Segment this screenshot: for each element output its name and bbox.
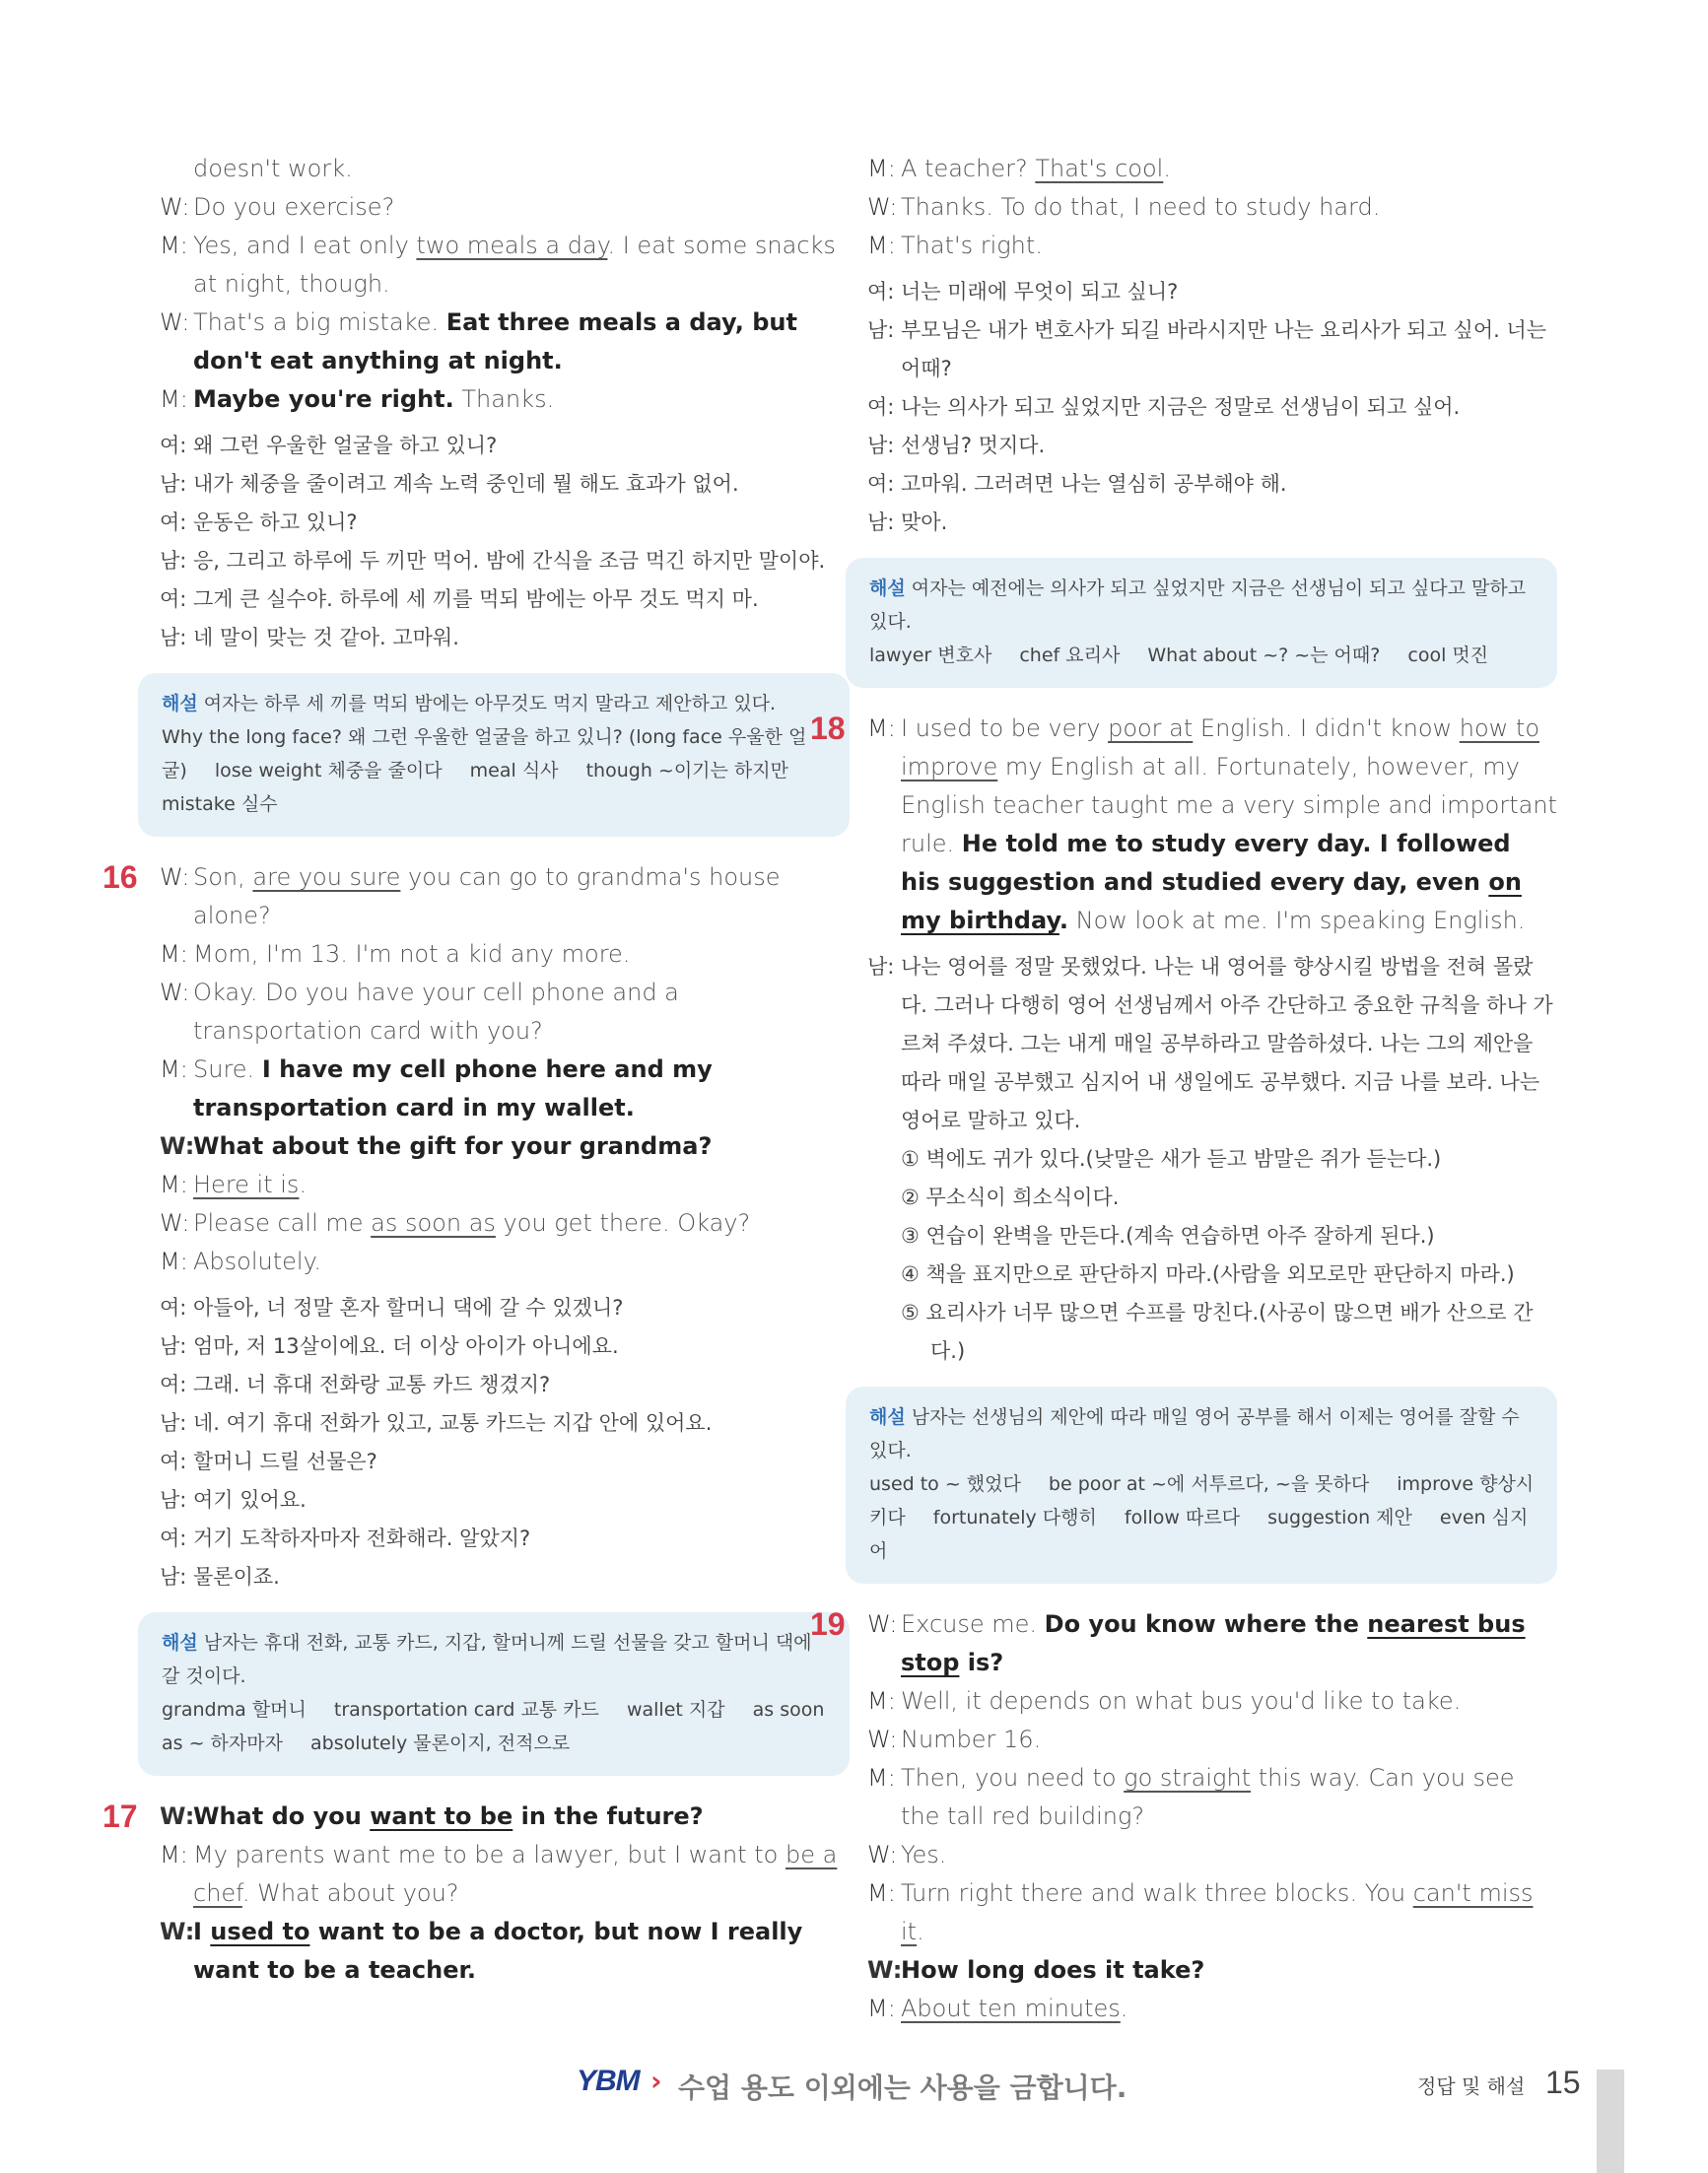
q18 — [810, 710, 1557, 1584]
q18-monologue — [867, 710, 1557, 940]
monologue: M: I used to be very poor at English. I didn't know how to improve my English at all. Fortunately, however, my English teacher taught me a very simple and important rule. He told me to study every day. I followed his suggestion and studied every day, even on my birthday. Now look at me. I'm speaking English. — [867, 710, 1557, 940]
vocab-item: wallet 지갑 — [626, 1699, 725, 1721]
vocab-item: Why the long face? 왜 그런 우울한 얼굴을 하고 있니? (long face 우울한 얼굴) — [162, 726, 807, 781]
dialogue-line: M: A teacher? That's cool. — [867, 155, 1171, 182]
q19 — [810, 1605, 1557, 2028]
vocab-item: lawyer 변호사 — [869, 645, 992, 666]
dialogue-line: M: Absolutely. — [160, 1248, 321, 1275]
underlined-phrase: go straight — [1124, 1764, 1252, 1792]
translation-line: 남: 나는 영어를 정말 못했었다. 나는 내 영어를 향상시킬 방법을 전혀 몰랐다. 그러나 다행히 영어 선생님께서 아주 간단하고 중요한 규칙을 하나 가르쳐 주셨다. 그는 내게 매일 공부하라고 말씀하셨다. 나는 그의 제안을 따라 매일 공부했고 심지어 내 생일에도 공부했다. 지금 나를 보라. 나는 영어로 말하고 있다. — [867, 955, 1553, 1132]
explanation-label: 해설 — [162, 693, 198, 714]
q16 — [102, 858, 850, 1776]
explanation-box — [846, 558, 1557, 688]
key-sentence: How long does it take? — [901, 1956, 1205, 1984]
monologue-run: on my birthday — [901, 868, 1522, 934]
monologue-run: how to improve — [901, 714, 1540, 781]
question-number: 18 — [810, 711, 846, 746]
vocab-item: improve 향상시키다 — [869, 1473, 1535, 1528]
monologue-run: my English at all. Fortunately, however, my English teacher taught me a very simple and important rule. — [901, 753, 1557, 857]
dialogue-line: W: What do you want to be in the future? — [160, 1802, 704, 1830]
q15-continued — [160, 150, 850, 837]
vocab-item: as soon as ~ 하자마자 — [162, 1699, 825, 1754]
explanation-text: 남자는 선생님의 제안에 따라 매일 영어 공부를 해서 이제는 영어를 잘할 수 있다. — [869, 1406, 1520, 1461]
dialogue-line: W: Okay. Do you have your cell phone and a transportation card with you? — [160, 979, 679, 1045]
explanation-text: 여자는 예전에는 의사가 되고 싶었지만 지금은 선생님이 되고 싶다고 말하고 있다. — [869, 577, 1527, 633]
dialogue-line: M: Well, it depends on what bus you'd like to take. — [867, 1687, 1462, 1715]
translation-line: 남: 맞아. — [867, 510, 948, 534]
vocab-item: fortunately 다행히 — [932, 1507, 1097, 1528]
explanation-label: 해설 — [162, 1632, 198, 1654]
vocab-item: absolutely 물론이지, 전적으로 — [310, 1732, 571, 1754]
key-sentence: What about the gift for your grandma? — [193, 1132, 713, 1160]
vocab-item: follow 따르다 — [1124, 1507, 1241, 1528]
dialogue-line: W: How long does it take? — [867, 1951, 1557, 1990]
question-number: 16 — [102, 859, 138, 895]
underlined-phrase: nearest bus stop — [901, 1610, 1526, 1676]
underlined-phrase: as soon as — [371, 1209, 496, 1237]
translation-line: 남: 부모님은 내가 변호사가 되길 바라시지만 나는 요리사가 되고 싶어. 너는 어때? — [867, 318, 1547, 380]
underlined-phrase: can't miss it — [901, 1879, 1534, 1945]
dialogue-line: W: Son, are you sure you can go to grandma's house alone? — [160, 863, 781, 929]
vocab-list — [162, 1693, 828, 1760]
dialogue-line: M: Yes, and I eat only two meals a day. I eat some snacks at night, though. — [160, 232, 836, 298]
vocab-item: What about ~? ~는 어때? — [1147, 645, 1381, 666]
answer-option: ⑤ 요리사가 너무 많으면 수프를 망친다.(사공이 많으면 배가 산으로 간다.) — [901, 1301, 1534, 1363]
page-footer — [0, 2065, 1708, 2104]
question-number: 17 — [102, 1799, 138, 1834]
dialogue-line: M: That's right. — [867, 232, 1043, 259]
translation-line: 여: 고마워. 그러려면 나는 열심히 공부해야 해. — [867, 472, 1287, 496]
q17-dialogue — [160, 1798, 850, 1990]
q17-translation — [867, 273, 1557, 542]
q19-dialogue — [867, 1605, 1557, 2028]
key-sentence: I have my cell phone here and my transportation card in my wallet. — [193, 1055, 713, 1121]
translation-line: 여: 너는 미래에 무엇이 되고 싶니? — [867, 280, 1179, 304]
monologue-text — [901, 710, 1557, 940]
dialogue-line: M: Maybe you're right. Thanks. — [160, 385, 555, 413]
usage-notice: 수업 용도 이외에는 사용을 금합니다. — [678, 2071, 1127, 2104]
translation-line: 여: 그래. 너 휴대 전화랑 교통 카드 챙겼지? — [160, 1373, 551, 1396]
dialogue-line: W: What about the gift for your grandma? — [160, 1127, 850, 1166]
translation-line: 남: 네 말이 맞는 것 같아. 고마워. — [160, 626, 459, 649]
underlined-phrase: That's cool — [1035, 155, 1164, 182]
translation-line: 여: 운동은 하고 있니? — [160, 510, 358, 534]
chevron-right-icon: › — [650, 2065, 662, 2097]
q18-translation — [867, 948, 1557, 1371]
explanation-text: 여자는 하루 세 끼를 먹되 밤에는 아무것도 먹지 말라고 제안하고 있다. — [203, 693, 777, 714]
translation-line: 남: 여기 있어요. — [160, 1488, 307, 1512]
translation-line: 남: 응, 그리고 하루에 두 끼만 먹어. 밤에 간식을 조금 먹긴 하지만 말이야. — [160, 549, 826, 573]
vocab-item: transportation card 교통 카드 — [333, 1699, 599, 1721]
translation-line: 남: 선생님? 멋지다. — [867, 434, 1046, 457]
vocab-item: chef 요리사 — [1019, 645, 1121, 666]
q16-dialogue — [160, 858, 850, 1281]
explanation-label: 해설 — [869, 1406, 906, 1428]
underlined-phrase: About ten minutes — [901, 1995, 1121, 2022]
explanation-label: 해설 — [869, 577, 906, 599]
dialogue-line: M: Turn right there and walk three blocks. You can't miss it. — [867, 1879, 1534, 1945]
q17-continued — [867, 150, 1557, 688]
dialogue-line: M: About ten minutes. — [867, 1995, 1128, 2022]
section-label: 정답 및 해설 — [1417, 2074, 1526, 2098]
answer-option: ④ 책을 표지만으로 판단하지 마라.(사람을 외모로만 판단하지 마라.) — [901, 1262, 1515, 1286]
vocab-item: though ~이기는 하지만 — [585, 760, 788, 781]
dialogue-line: M: Sure. I have my cell phone here and my transportation card in my wallet. — [160, 1055, 713, 1121]
page-edge-tab — [1597, 2070, 1624, 2173]
q17-dialogue-continued — [867, 150, 1557, 265]
left-column — [102, 150, 850, 1990]
vocab-list — [869, 1467, 1536, 1568]
monologue-run: I used to be very — [901, 714, 1109, 742]
translation-line: 여: 나는 의사가 되고 싶었지만 지금은 정말로 선생님이 되고 싶어. — [867, 395, 1461, 419]
vocab-item: grandma 할머니 — [162, 1699, 307, 1721]
dialogue-line: W: Number 16. — [867, 1726, 1042, 1753]
key-sentence: Maybe you're right. — [193, 385, 454, 413]
page-number: 15 — [1545, 2065, 1581, 2100]
dialogue-line: W: Thanks. To do that, I need to study hard. — [867, 193, 1381, 221]
explanation-text: 남자는 휴대 전화, 교통 카드, 지갑, 할머니께 드릴 선물을 갖고 할머니 댁에 갈 것이다. — [162, 1632, 812, 1687]
dialogue-line: W: That's a big mistake. Eat three meals a day, but don't eat anything at night. — [160, 308, 797, 374]
translation-line: 여: 그게 큰 실수야. 하루에 세 끼를 먹되 밤에는 아무 것도 먹지 마. — [160, 587, 759, 611]
q17 — [102, 1798, 850, 1990]
underlined-phrase: be a chef — [193, 1841, 838, 1907]
key-sentence: Eat three meals a day, but don't eat anything at night. — [193, 308, 797, 374]
translation-line: 여: 거기 도착하자마자 전화해라. 알았지? — [160, 1527, 531, 1550]
explanation-box — [138, 673, 850, 837]
q15-dialogue — [160, 150, 850, 419]
translation-line: 남: 물론이죠. — [160, 1565, 280, 1589]
underlined-phrase: want to be — [370, 1802, 513, 1830]
monologue-run: English. I didn't know — [1193, 714, 1460, 742]
q15-translation — [160, 427, 850, 657]
dialogue-line: W: I used to want to be a doctor, but now I really want to be a teacher. — [160, 1918, 803, 1984]
dialogue-line: W: Please call me as soon as you get there. Okay? — [160, 1209, 751, 1237]
dialogue-line: M: Then, you need to go straight this way. Can you see the tall red building? — [867, 1764, 1515, 1830]
vocab-item: be poor at ~에 서투르다, ~을 못하다 — [1048, 1473, 1370, 1495]
dialogue-line: W: Excuse me. Do you know where the nearest bus stop is? — [867, 1610, 1526, 1676]
vocab-list — [162, 720, 828, 821]
dialogue-line: doesn't work. — [193, 155, 353, 182]
dialogue-line: M: My parents want me to be a lawyer, but I want to be a chef. What about you? — [160, 1841, 838, 1907]
dialogue-line: W: Yes. — [867, 1841, 947, 1868]
dialogue-line: M: Here it is. — [160, 1171, 307, 1198]
translation-line: 남: 네. 여기 휴대 전화가 있고, 교통 카드는 지갑 안에 있어요. — [160, 1411, 713, 1435]
q16-translation — [160, 1289, 850, 1596]
translation-line: 남: 내가 체중을 줄이려고 계속 노력 중인데 뭘 해도 효과가 없어. — [160, 472, 739, 496]
underlined-phrase: used to — [210, 1918, 310, 1945]
monologue-run: He told me to study every day. I followed his suggestion and studied every day, even — [901, 830, 1511, 896]
answer-option: ① 벽에도 귀가 있다.(낮말은 새가 듣고 밤말은 쥐가 듣는다.) — [901, 1147, 1442, 1171]
vocab-item: mistake 실수 — [162, 793, 278, 815]
translation-line: 여: 왜 그런 우울한 얼굴을 하고 있니? — [160, 434, 498, 457]
vocab-item: suggestion 제안 — [1267, 1507, 1412, 1528]
answer-option: ③ 연습이 완벽을 만든다.(계속 연습하면 아주 잘하게 된다.) — [901, 1224, 1435, 1248]
vocab-item: cool 멋진 — [1407, 645, 1489, 666]
right-column — [810, 150, 1557, 2028]
answer-option: ② 무소식이 희소식이다. — [901, 1186, 1120, 1209]
question-number: 19 — [810, 1606, 846, 1642]
monologue-run: poor at — [1108, 714, 1194, 742]
underlined-phrase: are you sure — [252, 863, 401, 891]
underlined-phrase: two meals a day — [416, 232, 608, 259]
explanation-box — [846, 1387, 1557, 1584]
monologue-run: . — [1059, 907, 1069, 934]
ybm-logo: YBM — [577, 2065, 640, 2097]
dialogue-line: M: Mom, I'm 13. I'm not a kid any more. — [160, 940, 631, 968]
translation-line: 남: 엄마, 저 13살이에요. 더 이상 아이가 아니에요. — [160, 1334, 619, 1358]
translation-line: 여: 아들아, 너 정말 혼자 할머니 댁에 갈 수 있겠니? — [160, 1296, 624, 1320]
dialogue-line: W: Do you exercise? — [160, 193, 395, 221]
monologue-run: Now look at me. I'm speaking English. — [1068, 907, 1526, 934]
explanation-box — [138, 1612, 850, 1776]
underlined-phrase: Here it is — [193, 1171, 300, 1198]
translation-line: 여: 할머니 드릴 선물은? — [160, 1450, 377, 1473]
vocab-item: meal 식사 — [469, 760, 559, 781]
vocab-list — [869, 639, 1536, 672]
vocab-item: even 심지어 — [869, 1507, 1529, 1562]
vocab-item: used to ~ 했었다 — [869, 1473, 1021, 1495]
vocab-item: lose weight 체중을 줄이다 — [214, 760, 443, 781]
